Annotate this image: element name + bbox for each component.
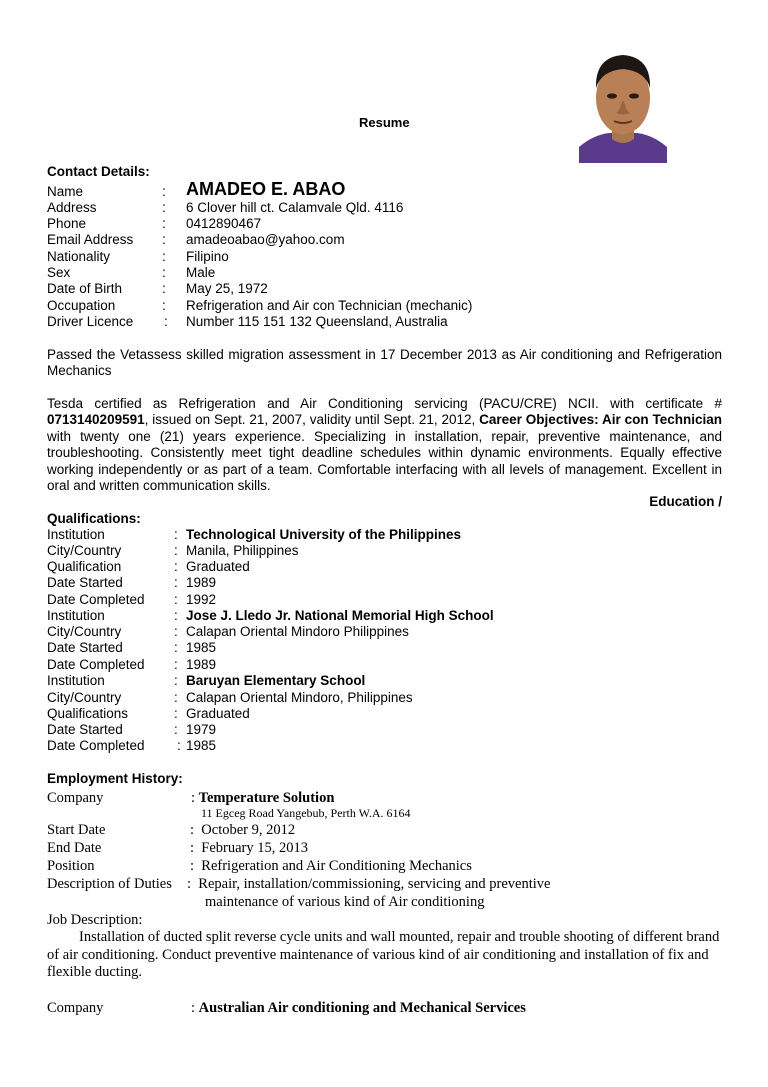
field-value: 1989 [186, 657, 217, 672]
field-label: Date Completed [47, 592, 145, 607]
job-description: Installation of ducted split reverse cycle units and wall mounted, repair and trouble shooting of different brand of air conditioning. Conduct preventive maintenance of various kind of air conditioning and installation of fix and flexible ducting. [47, 929, 720, 980]
field-value: 1985 [186, 738, 217, 753]
field-label: Date Started [47, 640, 123, 655]
field-value: 1989 [186, 575, 217, 590]
qualifications-heading: Qualifications: [47, 511, 141, 526]
company-name: Temperature Solution [198, 790, 335, 806]
field-value: Male [186, 265, 216, 280]
field-value: Graduated [186, 706, 250, 721]
field-label: Institution [47, 673, 105, 688]
field-label: Sex [47, 265, 71, 280]
field-label: Date of Birth [47, 281, 123, 296]
field-label: Nationality [47, 249, 111, 264]
education-heading: Education / [649, 494, 722, 509]
field-label: Institution [47, 527, 105, 542]
field-label: Email Address [47, 232, 134, 247]
field-value: Number 115 151 132 Queensland, Australia [186, 314, 448, 329]
field-value: May 25, 1972 [186, 281, 268, 296]
institution-name: Jose J. Lledo Jr. National Memorial High School [186, 608, 494, 623]
field-label: Address [47, 200, 97, 215]
field-label: Start Date [47, 822, 106, 838]
document-title: Resume [359, 115, 410, 130]
company-name: Australian Air conditioning and Mechanical Services [198, 1000, 526, 1016]
field-value: 6 Clover hill ct. Calamvale Qld. 4116 [186, 200, 404, 215]
field-label: Date Completed [47, 657, 145, 672]
field-value: 1992 [186, 592, 217, 607]
contact-heading: Contact Details: [47, 164, 150, 179]
field-label: City/Country [47, 543, 122, 558]
field-value: 1985 [186, 640, 217, 655]
duties-value: Repair, installation/commissioning, servicing and preventive [198, 876, 551, 892]
field-value: Calapan Oriental Mindoro Philippines [186, 624, 409, 639]
field-value: Graduated [186, 559, 250, 574]
institution-name: Technological University of the Philippines [186, 527, 462, 542]
field-label: Qualifications [47, 706, 129, 721]
duties-continued: maintenance of various kind of Air conditioning [205, 894, 485, 910]
field-label: Phone [47, 216, 87, 231]
field-label: Institution [47, 608, 105, 623]
field-label: Qualification [47, 559, 122, 574]
field-label: Occupation [47, 298, 116, 313]
field-label: Date Started [47, 575, 123, 590]
field-label: Company [47, 790, 104, 806]
email-value: amadeoabao@yahoo.com [186, 232, 345, 247]
field-label: City/Country [47, 624, 122, 639]
employment-heading: Employment History: [47, 771, 183, 786]
field-label: Date Started [47, 722, 123, 737]
vetassess-paragraph: Passed the Vetassess skilled migration assessment in 17 December 2013 as Air conditioning and Refrigeration Mechanics [47, 347, 722, 379]
field-label: Description of Duties [47, 876, 172, 892]
institution-name: Baruyan Elementary School [186, 673, 366, 688]
company-address: 11 Egceg Road Yangebub, Perth W.A. 6164 [201, 806, 411, 820]
field-label: End Date [47, 840, 102, 856]
certificate-number: 0713140209591 [47, 412, 145, 428]
field-value: 1979 [186, 722, 217, 737]
tesda-paragraph: Tesda certified as Refrigeration and Air Conditioning servicing (PACU/CRE) NCII. with certificate # 0713140209591, issued on Sept. 21, 2007, validity until Sept. 21, 2012, Career Objectives: Air con Technician with twenty one (21) years experience. Specializing in installation, repair, preventive maintenance, and troubleshooting. Consistently meet tight deadline schedules within dynamic environments. Equally effective working independently or as part of a team. Comfortable interfacing with all levels of management. Excellent in oral and written communication skills. [47, 396, 722, 494]
career-objectives-label: Career Objectives: Air con Technician [479, 412, 722, 428]
field-value: Filipino [186, 249, 229, 264]
job-description-label: Job Description: [47, 912, 143, 928]
field-value: Refrigeration and Air con Technician (mechanic) [186, 298, 473, 313]
start-date: October 9, 2012 [201, 822, 296, 838]
field-label: Name [47, 184, 84, 199]
field-value: Calapan Oriental Mindoro, Philippines [186, 690, 413, 705]
applicant-name: AMADEO E. ABAO [186, 179, 346, 199]
field-label: Position [47, 858, 95, 874]
field-label: City/Country [47, 690, 122, 705]
profile-photo [579, 43, 667, 163]
field-label: Driver Licence [47, 314, 134, 329]
field-label: Company [47, 1000, 104, 1016]
field-value: Manila, Philippines [186, 543, 299, 558]
field-label: Date Completed [47, 738, 145, 753]
position-value: Refrigeration and Air Conditioning Mechanics [201, 858, 472, 874]
field-value: 0412890467 [186, 216, 262, 231]
end-date: February 15, 2013 [201, 840, 308, 856]
